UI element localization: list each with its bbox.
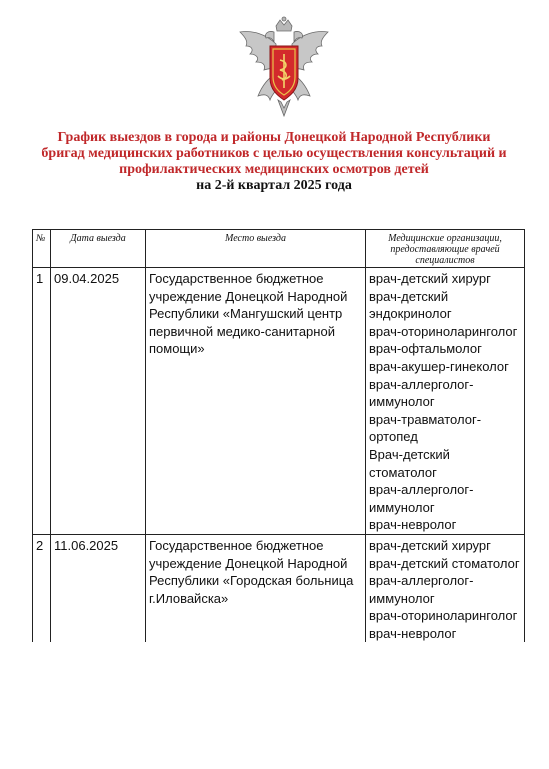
specialist-item: врач-оториноларинголог: [369, 323, 518, 339]
specialist-item: врач-детский эндокринолог: [369, 288, 452, 322]
row-specialists: [366, 534, 525, 642]
document-title: График выездов в города и районы Донецкой Народной Республики бригад медицинских работников с целью осуществления консультаций и профилактических медицинских осмотров детей: [41, 130, 507, 177]
specialist-item: врач-аллерголог-иммунолог: [369, 376, 474, 410]
specialist-item: врач-невролог: [369, 625, 457, 641]
header-place: Место выезда: [146, 230, 366, 268]
specialist-item: Врач-детский стоматолог: [369, 446, 450, 480]
specialist-item: врач-аллерголог-иммунолог: [369, 482, 474, 515]
specialist-item: врач-детский стоматолог: [369, 555, 520, 571]
specialist-item: врач-детский хирург: [369, 271, 491, 286]
document-heading: [40, 130, 508, 194]
specialist-item: врач-офтальмолог: [369, 341, 482, 357]
specialist-item: врач-акушер-гинеколог: [369, 358, 509, 374]
document-subtitle: на 2-й квартал 2025 года: [196, 178, 352, 193]
row-number: 2: [33, 534, 51, 642]
row-place: Государственное бюджетное учреждение Донецкой Народной Республики «Городская больница г.Иловайска»: [146, 534, 366, 642]
header-number: №: [33, 230, 51, 268]
row-date: 09.04.2025: [51, 268, 146, 535]
header-date: Дата выезда: [51, 230, 146, 268]
table-row: [33, 534, 525, 642]
specialist-item: врач-травматолог-ортопед: [369, 411, 482, 445]
dpr-health-emblem-icon: [236, 16, 332, 122]
row-number: 1: [33, 268, 51, 535]
specialist-item: врач-детский хирург: [369, 537, 491, 553]
specialist-item: врач-невролог: [369, 517, 457, 533]
specialist-item: врач-оториноларинголог: [369, 608, 518, 624]
table-header-row: [33, 230, 525, 268]
specialist-item: врач-аллерголог-иммунолог: [369, 573, 474, 606]
table-row: [33, 268, 525, 535]
schedule-table: [32, 229, 525, 642]
row-place: Государственное бюджетное учреждение Донецкой Народной Республики «Мангушский центр первичной медико-санитарной помощи»: [146, 268, 366, 535]
header-organizations: Медицинские организации, предоставляющие врачей специалистов: [366, 230, 525, 268]
row-date: 11.06.2025: [51, 534, 146, 642]
row-specialists: [366, 268, 525, 535]
